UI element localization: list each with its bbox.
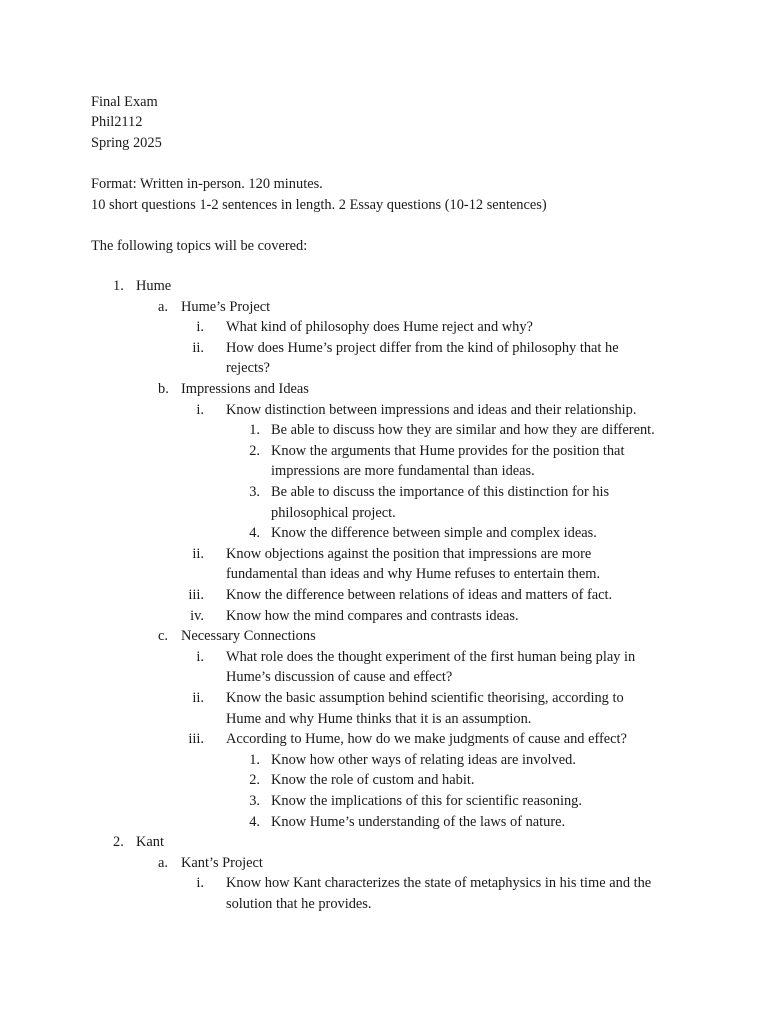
outline-text: Know Hume’s understanding of the laws of nature. bbox=[271, 814, 566, 830]
outline-line bbox=[0, 832, 768, 853]
outline-line bbox=[0, 441, 768, 462]
question-breakdown: 10 short questions 1-2 sentences in length. 2 Essay questions (10-12 sentences) bbox=[91, 197, 547, 213]
topics-intro: The following topics will be covered: bbox=[91, 238, 308, 254]
outline-line bbox=[0, 276, 768, 297]
outline-line bbox=[0, 894, 768, 915]
outline-text: According to Hume, how do we make judgments of cause and effect? bbox=[226, 731, 627, 747]
outline-text: Know how other ways of relating ideas are involved. bbox=[271, 752, 576, 768]
outline-text: fundamental than ideas and why Hume refuses to entertain them. bbox=[226, 566, 601, 582]
outline-text: How does Hume’s project differ from the kind of philosophy that he bbox=[226, 340, 619, 356]
outline-text: impressions are more fundamental than ideas. bbox=[271, 463, 535, 479]
outline-line bbox=[0, 729, 768, 750]
outline-text: philosophical project. bbox=[271, 505, 396, 521]
outline-text: Be able to discuss how they are similar and how they are different. bbox=[271, 422, 655, 438]
outline-line bbox=[0, 667, 768, 688]
outline-line bbox=[0, 400, 768, 421]
outline-text: Hume bbox=[136, 278, 172, 294]
outline-text: Know the difference between relations of ideas and matters of fact. bbox=[226, 587, 613, 603]
outline-marker: 2. bbox=[249, 772, 260, 788]
outline-marker: a. bbox=[158, 299, 168, 315]
outline-text: What kind of philosophy does Hume reject and why? bbox=[226, 319, 533, 335]
outline-text: Be able to discuss the importance of this distinction for his bbox=[271, 484, 610, 500]
outline-marker: ii. bbox=[192, 340, 204, 356]
outline-marker: 2. bbox=[249, 443, 260, 459]
outline-line bbox=[0, 709, 768, 730]
outline-marker: b. bbox=[158, 381, 169, 397]
outline-text: Know the difference between simple and complex ideas. bbox=[271, 525, 597, 541]
outline-marker: a. bbox=[158, 855, 168, 871]
outline-marker: 1. bbox=[249, 752, 260, 768]
outline-marker: i. bbox=[196, 649, 204, 665]
outline-marker: i. bbox=[196, 875, 204, 891]
outline-text: Know how Kant characterizes the state of metaphysics in his time and the bbox=[226, 875, 652, 891]
exam-title: Final Exam bbox=[91, 94, 158, 110]
outline-text: Know objections against the position that impressions are more bbox=[226, 546, 592, 562]
outline-text: Know the arguments that Hume provides for the position that bbox=[271, 443, 625, 459]
outline-line bbox=[0, 585, 768, 606]
outline-text: Know the role of custom and habit. bbox=[271, 772, 475, 788]
outline-line bbox=[0, 750, 768, 771]
outline-line bbox=[0, 461, 768, 482]
outline-marker: iii. bbox=[188, 731, 204, 747]
exam-term: Spring 2025 bbox=[91, 135, 162, 151]
outline-marker: 4. bbox=[249, 525, 260, 541]
outline-text: Impressions and Ideas bbox=[181, 381, 309, 397]
outline-line bbox=[0, 688, 768, 709]
outline-line bbox=[0, 544, 768, 565]
outline-line bbox=[0, 503, 768, 524]
outline-line bbox=[0, 379, 768, 400]
outline-line bbox=[0, 420, 768, 441]
outline-text: Kant bbox=[136, 834, 164, 850]
outline-line bbox=[0, 297, 768, 318]
outline-text: What role does the thought experiment of the first human being play in bbox=[226, 649, 636, 665]
outline-text: Hume and why Hume thinks that it is an assumption. bbox=[226, 711, 532, 727]
outline-marker: 3. bbox=[249, 484, 260, 500]
outline-text: Hume’s discussion of cause and effect? bbox=[226, 669, 453, 685]
outline-text: Necessary Connections bbox=[181, 628, 316, 644]
outline-line bbox=[0, 791, 768, 812]
outline-line bbox=[0, 812, 768, 833]
outline-marker: 3. bbox=[249, 793, 260, 809]
exam-format: Format: Written in-person. 120 minutes. bbox=[91, 176, 323, 192]
outline-line bbox=[0, 853, 768, 874]
outline-marker: iii. bbox=[188, 587, 204, 603]
outline-line bbox=[0, 873, 768, 894]
outline-line bbox=[0, 647, 768, 668]
outline-line bbox=[0, 606, 768, 627]
outline-text: Hume’s Project bbox=[181, 299, 271, 315]
outline-marker: 4. bbox=[249, 814, 260, 830]
outline-line bbox=[0, 358, 768, 379]
outline-text: Know the basic assumption behind scientific theorising, according to bbox=[226, 690, 624, 706]
outline-text: solution that he provides. bbox=[226, 896, 372, 912]
outline-marker: c. bbox=[158, 628, 168, 644]
outline-line bbox=[0, 482, 768, 503]
course-code: Phil2112 bbox=[91, 114, 143, 130]
outline-text: Kant’s Project bbox=[181, 855, 263, 871]
outline-marker: i. bbox=[196, 319, 204, 335]
outline-line bbox=[0, 564, 768, 585]
outline-marker: ii. bbox=[192, 690, 204, 706]
outline-marker: i. bbox=[196, 402, 204, 418]
outline-line bbox=[0, 338, 768, 359]
outline-marker: 1. bbox=[113, 278, 124, 294]
outline-marker: 1. bbox=[249, 422, 260, 438]
outline-line bbox=[0, 626, 768, 647]
outline-text: rejects? bbox=[226, 360, 270, 376]
outline-text: Know the implications of this for scientific reasoning. bbox=[271, 793, 582, 809]
outline-marker: 2. bbox=[113, 834, 124, 850]
outline-line bbox=[0, 770, 768, 791]
outline-line bbox=[0, 317, 768, 338]
outline-marker: ii. bbox=[192, 546, 204, 562]
outline-text: Know how the mind compares and contrasts ideas. bbox=[226, 608, 519, 624]
outline-line bbox=[0, 523, 768, 544]
outline-text: Know distinction between impressions and ideas and their relationship. bbox=[226, 402, 637, 418]
outline-marker: iv. bbox=[190, 608, 204, 624]
